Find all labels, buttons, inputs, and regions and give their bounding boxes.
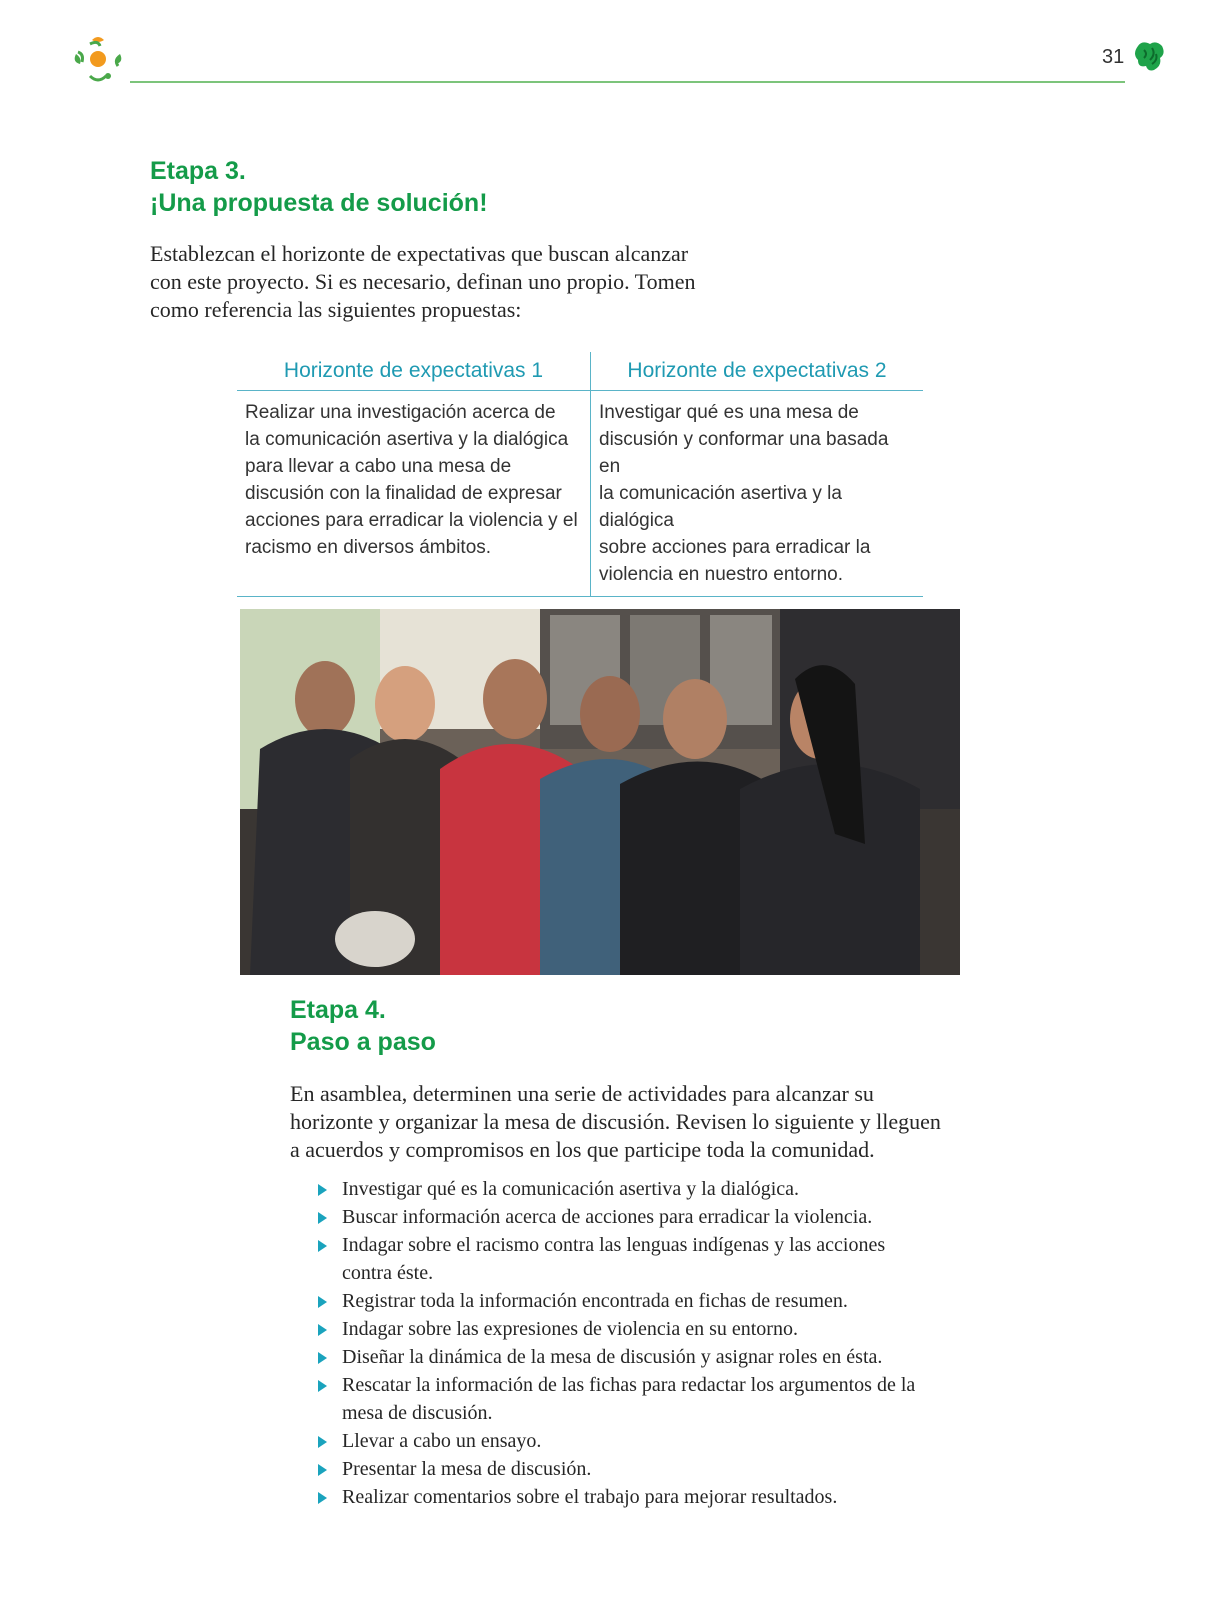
table-cell-expectations-1 <box>237 391 591 597</box>
header-rule <box>130 81 1125 83</box>
stage-3-intro-line: Establezcan el horizonte de expectativas que buscan alcanzar <box>150 241 689 266</box>
triangle-bullet-icon <box>318 1352 327 1364</box>
cell-line: racismo en diversos ámbitos. <box>245 537 492 558</box>
stage-4-title: Etapa 4. <box>290 996 386 1024</box>
cell-line: discusión y conformar una basada en <box>599 429 889 477</box>
list-item-text: Presentar la mesa de discusión. <box>342 1458 592 1480</box>
list-item-text: Registrar toda la información encontrada en fichas de resumen. <box>342 1290 848 1312</box>
list-item <box>316 1203 956 1231</box>
expectations-table <box>237 352 923 597</box>
list-item <box>316 1483 956 1511</box>
table-header-expectations-2: Horizonte de expectativas 2 <box>591 352 924 391</box>
list-item <box>316 1427 956 1455</box>
table-cell-expectations-2 <box>591 391 924 597</box>
stage-3-intro-line: como referencia las siguientes propuestas: <box>150 297 522 322</box>
steps-list <box>316 1175 956 1511</box>
list-item-text: Investigar qué es la comunicación asertiva y la dialógica. <box>342 1178 800 1200</box>
cell-line: sobre acciones para erradicar la <box>599 537 871 558</box>
table-header-expectations-1: Horizonte de expectativas 1 <box>237 352 591 391</box>
stage-3-intro-line: con este proyecto. Si es necesario, definan uno propio. Tomen <box>150 269 696 294</box>
list-item-text: Buscar información acerca de acciones para erradicar la violencia. <box>342 1206 873 1228</box>
list-item <box>316 1455 956 1483</box>
stage-4-intro-line: horizonte y organizar la mesa de discusión. Revisen lo siguiente y lleguen <box>290 1109 941 1134</box>
triangle-bullet-icon <box>318 1380 327 1392</box>
flower-logo-icon <box>68 32 128 88</box>
list-item-text: Rescatar la información de las fichas para redactar los argumentos de la mesa de discusión. <box>342 1374 916 1424</box>
cell-line: Realizar una investigación acerca de <box>245 402 556 423</box>
list-item-text: Diseñar la dinámica de la mesa de discusión y asignar roles en ésta. <box>342 1346 883 1368</box>
triangle-bullet-icon <box>318 1464 327 1476</box>
triangle-bullet-icon <box>318 1492 327 1504</box>
triangle-bullet-icon <box>318 1240 327 1252</box>
stage-4-intro-line: En asamblea, determinen una serie de actividades para alcanzar su <box>290 1081 874 1106</box>
cell-line: acciones para erradicar la violencia y el <box>245 510 578 531</box>
stage-3-intro <box>150 240 790 324</box>
triangle-bullet-icon <box>318 1324 327 1336</box>
list-item <box>316 1371 922 1427</box>
table-row <box>237 391 923 597</box>
cell-line: para llevar a cabo una mesa de <box>245 456 512 477</box>
list-item-text: Realizar comentarios sobre el trabajo para mejorar resultados. <box>342 1486 838 1508</box>
page-number: 31 <box>1102 46 1125 68</box>
list-item <box>316 1287 956 1315</box>
stage-4-intro <box>290 1080 990 1164</box>
list-item <box>316 1175 956 1203</box>
list-item <box>316 1343 956 1371</box>
triangle-bullet-icon <box>318 1212 327 1224</box>
triangle-bullet-icon <box>318 1436 327 1448</box>
list-item <box>316 1231 922 1287</box>
cell-line: la comunicación asertiva y la dialógica <box>599 483 842 531</box>
green-glyph-icon <box>1134 40 1166 74</box>
group-photo <box>240 609 960 975</box>
stage-3-title: Etapa 3. <box>150 157 246 185</box>
list-item-text: Indagar sobre las expresiones de violencia en su entorno. <box>342 1318 798 1340</box>
cell-line: violencia en nuestro entorno. <box>599 564 843 585</box>
list-item-text: Indagar sobre el racismo contra las lenguas indígenas y las acciones contra éste. <box>342 1234 886 1284</box>
triangle-bullet-icon <box>318 1184 327 1196</box>
cell-line: la comunicación asertiva y la dialógica <box>245 429 569 450</box>
list-item <box>316 1315 956 1343</box>
stage-4-subtitle: Paso a paso <box>290 1028 436 1056</box>
stage-3-subtitle: ¡Una propuesta de solución! <box>150 189 488 217</box>
cell-line: Investigar qué es una mesa de <box>599 402 859 423</box>
list-item-text: Llevar a cabo un ensayo. <box>342 1430 542 1452</box>
cell-line: discusión con la finalidad de expresar <box>245 483 562 504</box>
triangle-bullet-icon <box>318 1296 327 1308</box>
stage-4-intro-line: a acuerdos y compromisos en los que participe toda la comunidad. <box>290 1137 875 1162</box>
